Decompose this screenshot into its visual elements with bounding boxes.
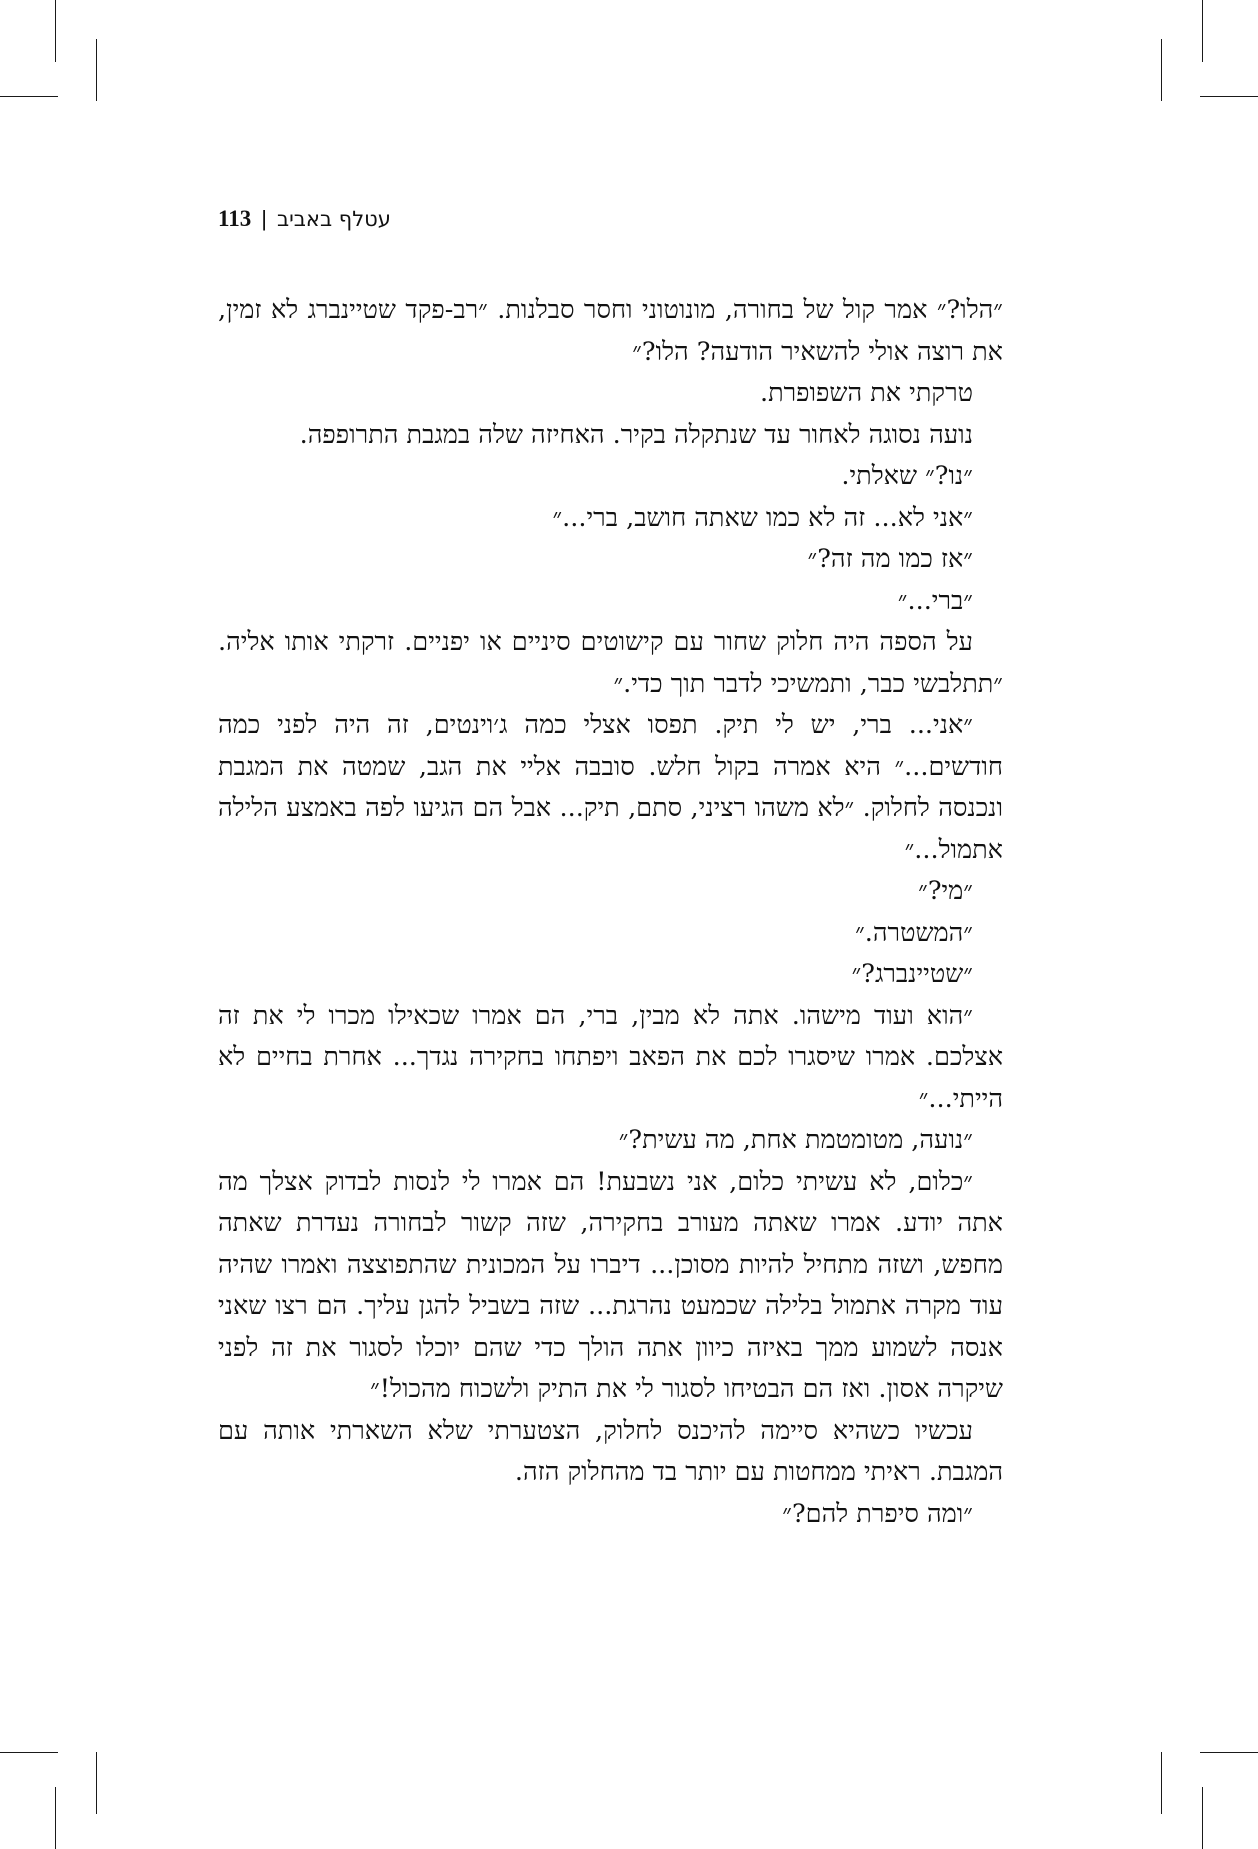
paragraph: ״כלום, לא עשיתי כלום, אני נשבעת! הם אמרו לי לנסות לבדוק אצלך מה אתה יודע. אמרו שאתה מעורב בחקירה, שזה קשור לבחורה נעדרת שאתה מחפש, ושזה מתחיל להיות מסוכן... דיברו על המכונית שהתפוצצה ואמרו שהיה עוד מקרה אתמול בלילה שכמעט נהרגת... שזה בשביל להגן עליך. הם רצו שאני אנסה לשמוע ממך באיזה כיוון אתה הולך כדי שהם יוכלו לסגור את זה לפני שיקרה אסון. ואז הם הבטיחו לסגור לי את התיק ולשכוח מהכול!״ [218,1166,1003,1404]
paragraph: ״הלו?״ אמר קול של בחורה, מונוטוני וחסר סבלנות. ״רב-פקד שטיינברג לא זמין, את רוצה אולי להשאיר הודעה? הלו?״ [218,295,1003,367]
running-title: עטלף באביב [276,207,391,231]
crop-mark-bottom-right-vertical [1202,1787,1203,1849]
crop-mark-top-left-horizontal [0,96,58,97]
crop-mark-bottom-left-vertical-inner [96,1752,97,1814]
paragraph: נועה נסוגה לאחור עד שנתקלה בקיר. האחיזה שלה במגבת התרופפה. [299,419,973,450]
paragraph: ״מי?״ [918,876,973,906]
page-number: 113 [218,206,252,231]
crop-mark-top-left-vertical-inner [96,39,97,101]
crop-mark-top-right-horizontal [1200,96,1258,97]
crop-mark-top-left-vertical [55,0,56,62]
paragraph: ״נועה, מטומטמת אחת, מה עשית?״ [618,1125,973,1155]
paragraph: טרקתי את השפופרת. [759,378,973,408]
crop-mark-top-right-vertical-outer [1202,0,1203,62]
body-text [218,290,1003,1535]
paragraph: ״המשטרה.״ [855,917,973,948]
running-header [218,206,391,232]
paragraph: ״ברי...״ [897,585,973,616]
paragraph: ״אני... ברי, יש לי תיק. תפסו אצלי כמה ג׳וינטים, זה היה לפני כמה חודשים...״ היא אמרה בקול חלש. סובבה אליי את הגב, שמטה את המגבת ונכנסה לחלוק. ״לא משהו רציני, סתם, תיק... אבל הם הגיעו לפה באמצע הלילה אתמול...״ [218,710,1003,865]
paragraph: ״אני לא... זה לא כמו שאתה חושב, ברי...״ [552,502,973,533]
crop-mark-bottom-left-horizontal [0,1752,58,1753]
crop-mark-top-right-vertical [1161,39,1162,101]
paragraph: ״הוא ועוד מישהו. אתה לא מבין, ברי, הם אמרו שכאילו מכרו לי את זה אצלכם. אמרו שיסגרו לכם את הפאב ויפתחו בחקירה נגדך... אחרת בחיים לא הייתי...״ [218,1000,1003,1114]
paragraph: עכשיו כשהיא סיימה להיכנס לחלוק, הצטערתי שלא השארתי אותה עם המגבת. ראיתי ממחטות עם יותר בד מהחלוק הזה. [218,1415,1003,1487]
paragraph: על הספה היה חלוק שחור עם קישוטים סיניים או יפניים. זרקתי אותו אליה. ״תתלבשי כבר, ותמשיכי לדבר תוך כדי.״ [218,627,1003,699]
paragraph: ״ומה סיפרת להם?״ [782,1498,973,1529]
header-separator: | [261,206,267,231]
paragraph: ״אז כמו מה זה?״ [807,544,973,574]
paragraph: ״נו?״ שאלתי. [841,461,973,491]
crop-mark-bottom-left-vertical [55,1787,56,1849]
paragraph: ״שטיינברג?״ [851,959,973,989]
crop-mark-bottom-right-vertical-inner [1161,1752,1162,1814]
crop-mark-bottom-right-horizontal [1200,1752,1258,1753]
